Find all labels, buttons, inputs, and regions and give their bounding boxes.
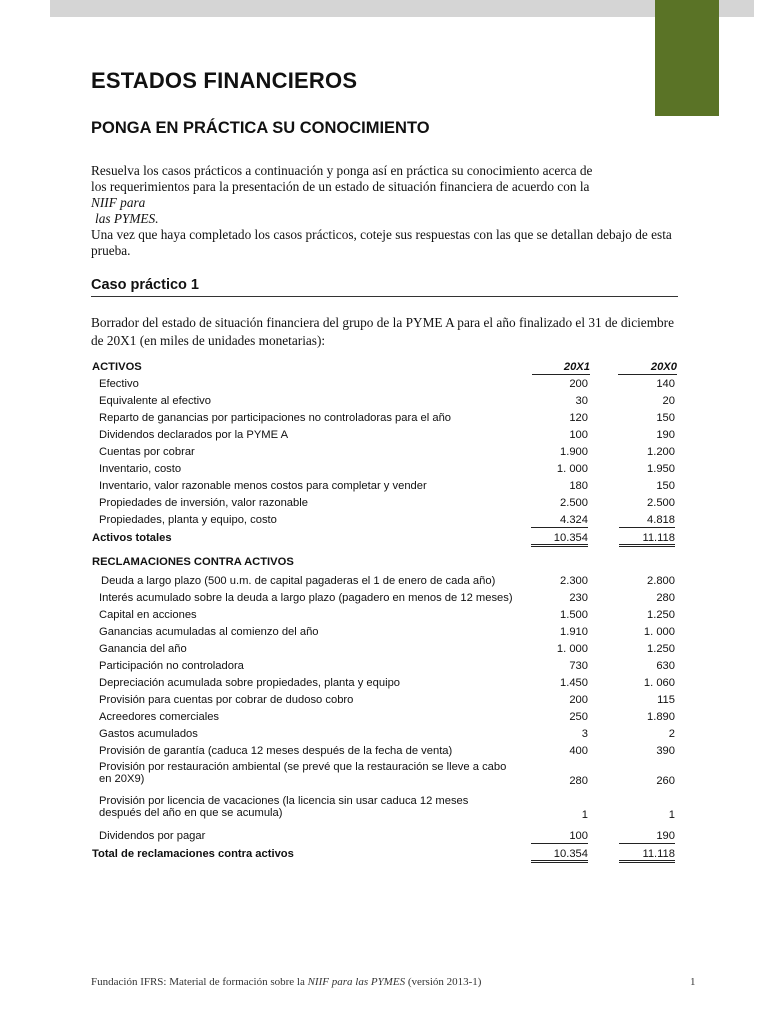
instructions-paragraph: Una vez que haya completado los casos prácticos, coteje sus respuestas con las que se detallan debajo de esta prueba. <box>91 227 672 258</box>
row-value-20x1: 120 <box>569 412 588 424</box>
row-value-20x1: 100 <box>569 429 588 441</box>
table-row <box>91 726 681 743</box>
row-value-20x1: 1. 000 <box>556 463 588 475</box>
row-value-20x0: 190 <box>619 830 675 844</box>
row-label: Dividendos por pagar <box>99 830 206 842</box>
row-value-20x1: 30 <box>575 395 588 407</box>
table-row <box>91 692 681 709</box>
row-value-20x0: 1.200 <box>647 446 675 458</box>
row-value-20x0: 150 <box>656 480 675 492</box>
row-value-20x0: 1 <box>668 809 675 821</box>
page-title: ESTADOS FINANCIEROS <box>91 68 358 93</box>
row-value-20x0: 11.118 <box>619 532 675 547</box>
table-row <box>91 743 681 760</box>
row-label: Participación no controladora <box>99 660 244 672</box>
row-value-20x1: 2.300 <box>560 575 588 587</box>
row-value-20x0: 1.890 <box>647 711 675 723</box>
row-value-20x1: 1.900 <box>560 446 588 458</box>
assets-total-row <box>91 530 681 547</box>
row-value-20x0: 390 <box>656 745 675 757</box>
page-number: 1 <box>690 976 696 988</box>
row-value-20x0: 150 <box>656 412 675 424</box>
row-value-20x1: 1 <box>581 809 588 821</box>
table-row <box>91 573 681 590</box>
row-value-20x0: 2.500 <box>647 497 675 509</box>
row-value-20x0: 1.250 <box>647 609 675 621</box>
row-value-20x1: 100 <box>531 830 588 844</box>
row-value-20x1: 1.500 <box>560 609 588 621</box>
row-value-20x0: 2 <box>668 728 675 740</box>
table-row <box>91 495 681 512</box>
row-label: Gastos acumulados <box>99 728 198 740</box>
table-row <box>91 512 681 529</box>
row-value-20x0: 1. 060 <box>643 677 675 689</box>
row-label: Depreciación acumulada sobre propiedades, planta y equipo <box>99 677 401 689</box>
row-value-20x0: 20 <box>662 395 675 407</box>
row-value-20x0: 1.950 <box>647 463 675 475</box>
intro-line-italic: NIIF para <box>91 195 146 210</box>
table-row <box>91 709 681 726</box>
case-divider <box>91 296 678 297</box>
case-description: Borrador del estado de situación financiera del grupo de la PYME A para el año finalizado el 31 de diciembre de 20X1 (en miles de unidades monetarias): <box>91 315 675 348</box>
financial-statement-table <box>91 359 681 863</box>
table-row <box>91 410 681 427</box>
row-label: Propiedades, planta y equipo, costo <box>99 514 277 526</box>
row-value-20x0: 115 <box>657 694 675 706</box>
row-label: Inventario, valor razonable menos costos para completar y vender <box>99 480 427 492</box>
row-value-20x1: 200 <box>569 378 588 390</box>
row-value-20x1: 1.910 <box>560 626 588 638</box>
row-label: Provisión por licencia de vacaciones (la licencia sin usar caduca 12 meses después del año en que se acumula) <box>99 795 469 819</box>
row-label: Cuentas por cobrar <box>99 446 195 458</box>
claims-rows <box>91 573 681 845</box>
row-label: Total de reclamaciones contra activos <box>92 848 294 860</box>
header-bar <box>50 0 754 17</box>
footer-text-a: Fundación IFRS: Material de formación sobre la <box>91 976 308 988</box>
row-label: Ganancias acumuladas al comienzo del año <box>99 626 319 638</box>
footer-text-c: (versión 2013-1) <box>405 976 482 988</box>
row-label: Equivalente al efectivo <box>99 395 211 407</box>
row-value-20x1: 1. 000 <box>556 643 588 655</box>
intro-paragraph <box>91 163 691 227</box>
claims-header: RECLAMACIONES CONTRA ACTIVOS <box>92 556 294 568</box>
row-value-20x1: 4.324 <box>531 514 588 528</box>
table-row <box>91 794 681 828</box>
table-row <box>91 478 681 495</box>
row-value-20x1: 730 <box>569 660 588 672</box>
row-label: Provisión de garantía (caduca 12 meses después de la fecha de venta) <box>99 745 453 757</box>
assets-header: ACTIVOS <box>92 361 142 373</box>
row-label: Capital en acciones <box>99 609 197 621</box>
row-label: Interés acumulado sobre la deuda a largo plazo (pagadero en menos de 12 meses) <box>99 592 513 604</box>
row-value-20x0: 1. 000 <box>643 626 675 638</box>
row-label: Acreedores comerciales <box>99 711 220 723</box>
row-value-20x0: 11.118 <box>619 848 675 863</box>
table-row <box>91 760 681 794</box>
claims-total-row <box>91 846 681 863</box>
row-label: Reparto de ganancias por participaciones no controladoras para el año <box>99 412 452 424</box>
case-title: Caso práctico 1 <box>91 277 199 293</box>
row-value-20x0: 2.800 <box>647 575 675 587</box>
row-label: Efectivo <box>99 378 139 390</box>
table-row <box>91 590 681 607</box>
row-value-20x0: 1.250 <box>647 643 675 655</box>
row-value-20x0: 630 <box>656 660 675 672</box>
table-header-row <box>91 359 681 376</box>
row-label: Inventario, costo <box>99 463 182 475</box>
row-value-20x0: 140 <box>656 378 675 390</box>
row-label: Dividendos declarados por la PYME A <box>99 429 289 441</box>
intro-line: Resuelva los casos prácticos a continuación y ponga así en práctica su conocimiento acerca de <box>91 163 593 178</box>
row-value-20x1: 2.500 <box>560 497 588 509</box>
table-row <box>91 376 681 393</box>
row-value-20x1: 200 <box>569 694 588 706</box>
row-value-20x0: 280 <box>656 592 675 604</box>
footer-text-b: NIIF para las PYMES <box>307 976 406 988</box>
row-value-20x1: 400 <box>569 745 588 757</box>
claims-header-row <box>91 554 681 571</box>
row-value-20x0: 4.818 <box>619 514 675 528</box>
table-row <box>91 624 681 641</box>
row-label: Ganancia del año <box>99 643 187 655</box>
row-label: Activos totales <box>92 532 172 544</box>
row-label: Provisión para cuentas por cobrar de dudoso cobro <box>99 694 354 706</box>
table-row <box>91 427 681 444</box>
row-value-20x1: 230 <box>569 592 588 604</box>
table-row <box>91 461 681 478</box>
table-row <box>91 444 681 461</box>
table-row <box>91 675 681 692</box>
row-value-20x1: 180 <box>569 480 588 492</box>
section-title: PONGA EN PRÁCTICA SU CONOCIMIENTO <box>91 119 430 137</box>
intro-line: los requerimientos para la presentación de un estado de situación financiera de acuerdo con la <box>91 179 590 194</box>
footer-text <box>91 976 481 988</box>
intro-line-italic: las PYMES. <box>95 211 159 226</box>
row-value-20x1: 3 <box>581 728 588 740</box>
row-value-20x1: 10.354 <box>531 848 588 863</box>
row-value-20x1: 250 <box>569 711 588 723</box>
table-row <box>91 607 681 624</box>
column-header-20x0: 20X0 <box>618 361 677 375</box>
row-label: Provisión por restauración ambiental (se prevé que la restauración se lleve a cabo en 20X9) <box>99 761 507 785</box>
row-label: Deuda a largo plazo (500 u.m. de capital pagaderas el 1 de enero de cada año) <box>101 575 496 587</box>
row-value-20x1: 1.450 <box>560 677 588 689</box>
accent-block <box>655 0 719 116</box>
table-row <box>91 641 681 658</box>
table-row <box>91 393 681 410</box>
assets-rows <box>91 376 681 529</box>
row-value-20x0: 260 <box>656 775 675 787</box>
table-row <box>91 658 681 675</box>
column-header-20x1: 20X1 <box>532 361 590 375</box>
row-value-20x0: 190 <box>656 429 675 441</box>
row-label: Propiedades de inversión, valor razonable <box>99 497 308 509</box>
table-row <box>91 828 681 845</box>
row-value-20x1: 280 <box>569 775 588 787</box>
row-value-20x1: 10.354 <box>531 532 588 547</box>
